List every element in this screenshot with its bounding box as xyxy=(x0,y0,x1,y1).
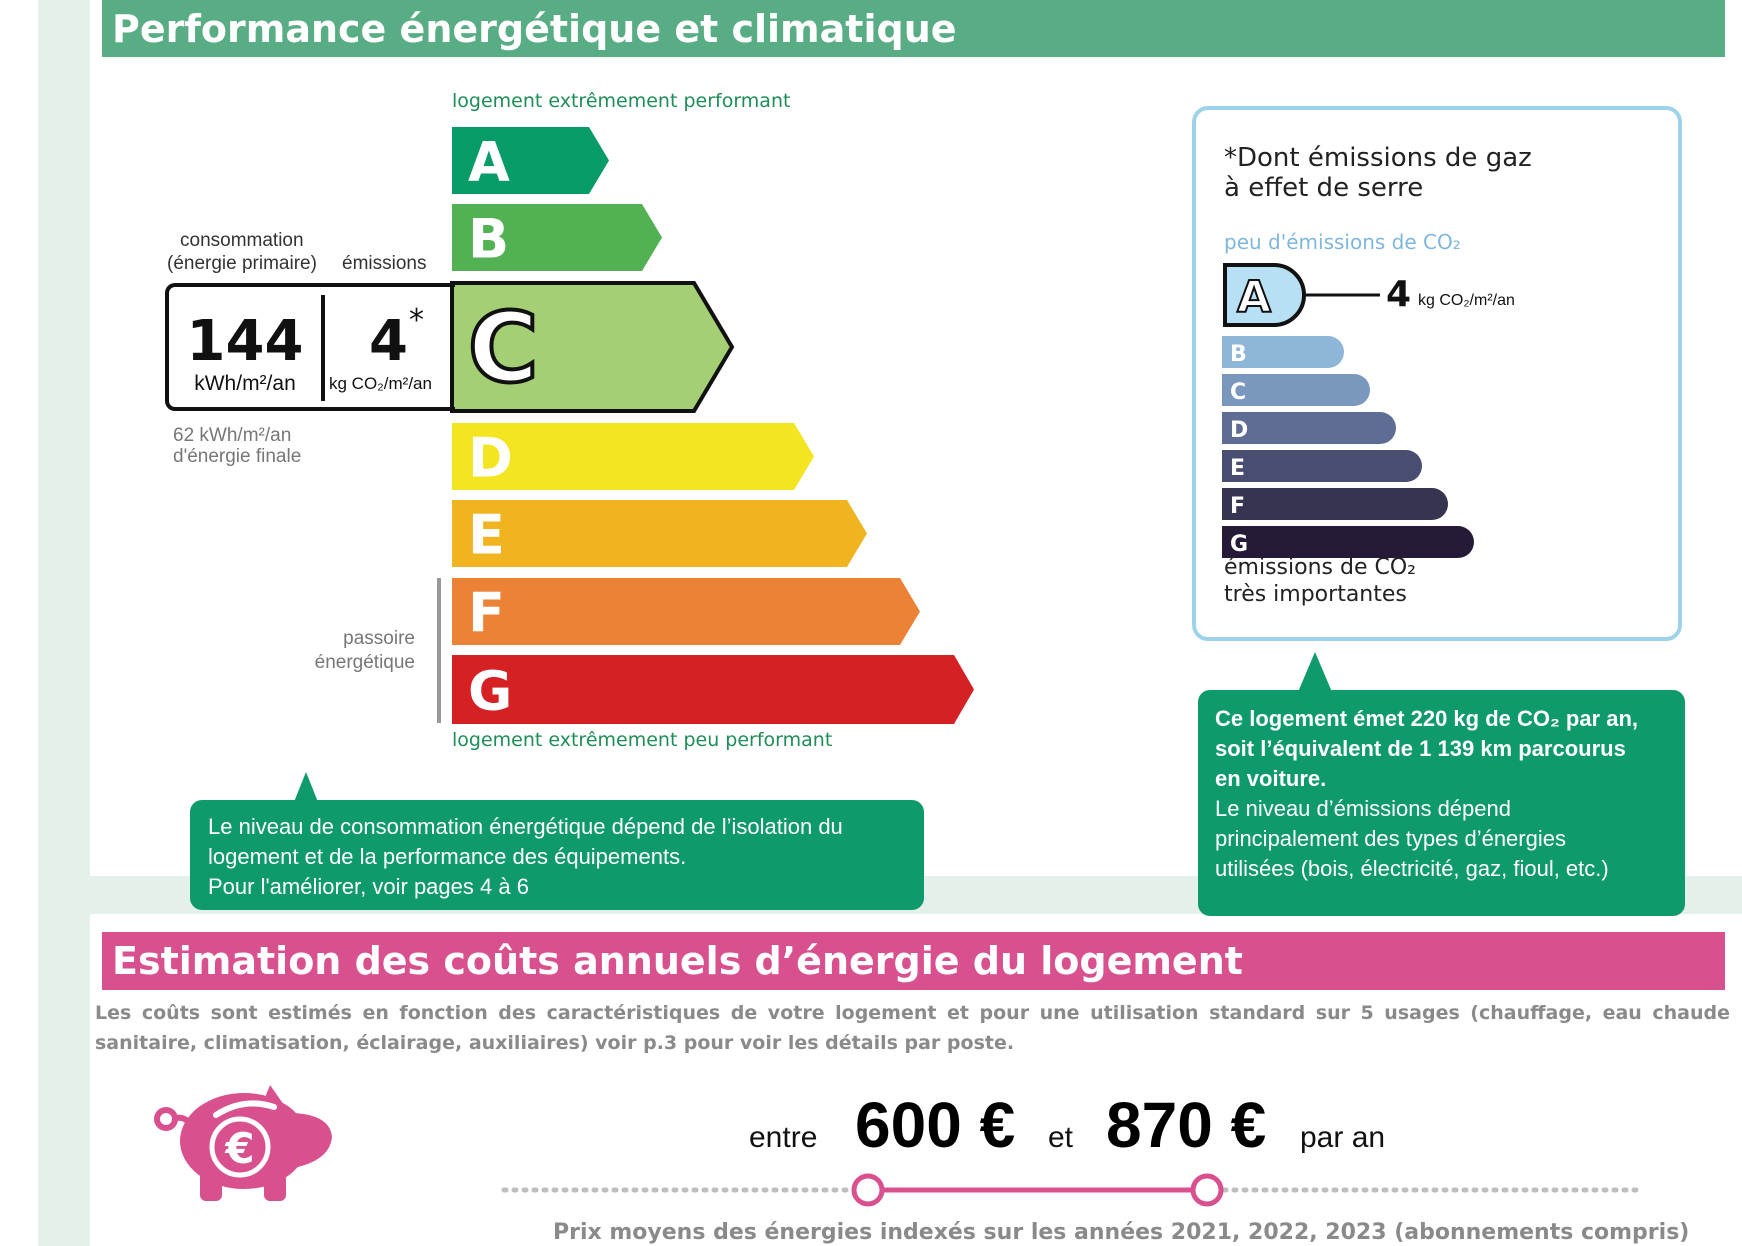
bubble-right-line2: principalement des types d’énergies xyxy=(1215,826,1566,851)
ghg-title-line1: *Dont émissions de gaz xyxy=(1224,143,1532,173)
ghg-bar-label-f: F xyxy=(1230,494,1246,519)
cost-range-min-handle xyxy=(854,1176,882,1204)
consumption-header-line2: (énergie primaire) xyxy=(167,253,317,274)
dpe-bar-e xyxy=(452,500,867,567)
cost-range-max-handle xyxy=(1193,1176,1221,1204)
bubble-right-bold3: en voiture. xyxy=(1215,766,1327,791)
ghg-bar-label-c: C xyxy=(1230,380,1247,405)
cost-min-price: 600 € xyxy=(855,1089,1016,1161)
emissions-header: émissions xyxy=(342,253,427,274)
dpe-bar-label-d: D xyxy=(468,426,513,490)
cost-par-an: par an xyxy=(1300,1121,1386,1154)
bubble-left-line2: logement et de la performance des équipements. xyxy=(208,844,687,869)
bubble-left-line3: Pour l'améliorer, voir pages 4 à 6 xyxy=(208,874,529,899)
final-energy-label: d'énergie finale xyxy=(173,446,302,467)
dpe-bar-label-e: E xyxy=(468,503,505,567)
emissions-value: 4 xyxy=(369,309,408,374)
passoire-label-line2: énergétique xyxy=(314,652,415,673)
final-energy-value: 62 kWh/m²/an xyxy=(173,425,292,446)
ghg-bar-label-b: B xyxy=(1230,342,1247,367)
dpe-top-label: logement extrêmement performant xyxy=(452,90,791,112)
dpe-bar-label-a: A xyxy=(468,130,510,194)
cost-range-slider xyxy=(490,1170,1640,1210)
bubble-left-pointer xyxy=(290,770,330,802)
dpe-bottom-label: logement extrêmement peu performant xyxy=(452,729,833,751)
ghg-bar-g xyxy=(1222,526,1474,558)
ghg-value: 4 xyxy=(1386,274,1412,315)
ghg-bottom-label-line2: très importantes xyxy=(1224,582,1407,607)
ghg-title-line2: à effet de serre xyxy=(1224,173,1424,203)
ghg-bar-label-d: D xyxy=(1230,418,1249,443)
cost-footnote: Prix moyens des énergies indexés sur les années 2021, 2022, 2023 (abonnements compris) xyxy=(553,1220,1690,1245)
section-title-performance: Performance énergétique et climatique xyxy=(102,0,1725,57)
dpe-value-box xyxy=(165,283,455,411)
consumption-header-line1: consommation xyxy=(180,230,304,251)
emissions-info-bubble xyxy=(1198,690,1685,916)
cost-max-price: 870 € xyxy=(1106,1089,1267,1161)
dpe-bar-label-c: C xyxy=(468,292,539,404)
cost-entre: entre xyxy=(749,1121,818,1154)
ghg-emissions-box xyxy=(1192,106,1682,641)
ghg-current-class-letter: A xyxy=(1236,272,1272,323)
value-box-divider xyxy=(321,295,325,401)
bubble-right-bold1: Ce logement émet 220 kg de CO₂ par an, xyxy=(1215,706,1639,731)
piggy-bank-icon xyxy=(152,1075,342,1205)
passoire-label-line1: passoire xyxy=(343,628,415,649)
bubble-left-line1: Le niveau de consommation énergétique dépend de l’isolation du xyxy=(208,814,843,839)
bubble-right-pointer xyxy=(1297,650,1333,692)
dpe-bar-label-g: G xyxy=(468,659,513,723)
dpe-bar-g xyxy=(452,655,974,724)
emissions-star: * xyxy=(409,303,424,338)
bubble-right-line3: utilisées (bois, électricité, gaz, fioul, etc.) xyxy=(1215,856,1609,881)
consumption-value: 144 xyxy=(186,309,304,374)
costs-description: Les coûts sont estimés en fonction des caractéristiques de votre logement et pour une utilisation standard sur 5 usages (chauffage, eau chaude sanitaire, climatisation, éclairage, auxiliaires) voir p.3 pour voir les détails par poste. xyxy=(95,1002,1730,1054)
ghg-bar-f xyxy=(1222,488,1448,520)
bubble-right-bold2: soit l’équivalent de 1 139 km parcourus xyxy=(1215,736,1626,761)
piggy-euro-symbol: € xyxy=(225,1124,255,1173)
consumption-unit: kWh/m²/an xyxy=(194,372,296,395)
dpe-bar-label-f: F xyxy=(468,581,505,645)
ghg-bottom-label-line1: émissions de CO₂ xyxy=(1224,555,1416,580)
ghg-top-label: peu d'émissions de CO₂ xyxy=(1224,230,1461,254)
emissions-unit: kg CO₂/m²/an xyxy=(329,374,432,393)
ghg-unit: kg CO₂/m²/an xyxy=(1418,292,1515,309)
consumption-info-bubble xyxy=(190,800,924,910)
cost-et: et xyxy=(1048,1121,1074,1154)
dpe-bar-f xyxy=(452,578,920,645)
ghg-bar-label-e: E xyxy=(1230,456,1246,481)
ghg-scale xyxy=(1222,262,1622,582)
section-title-costs: Estimation des coûts annuels d’énergie du logement xyxy=(102,932,1725,990)
ghg-bar-label-g: G xyxy=(1230,532,1249,557)
ghg-bar-e xyxy=(1222,450,1422,482)
passoire-bracket-line xyxy=(437,578,441,723)
bubble-right-line1: Le niveau d’émissions dépend xyxy=(1215,796,1511,821)
dpe-bar-label-b: B xyxy=(468,207,510,271)
